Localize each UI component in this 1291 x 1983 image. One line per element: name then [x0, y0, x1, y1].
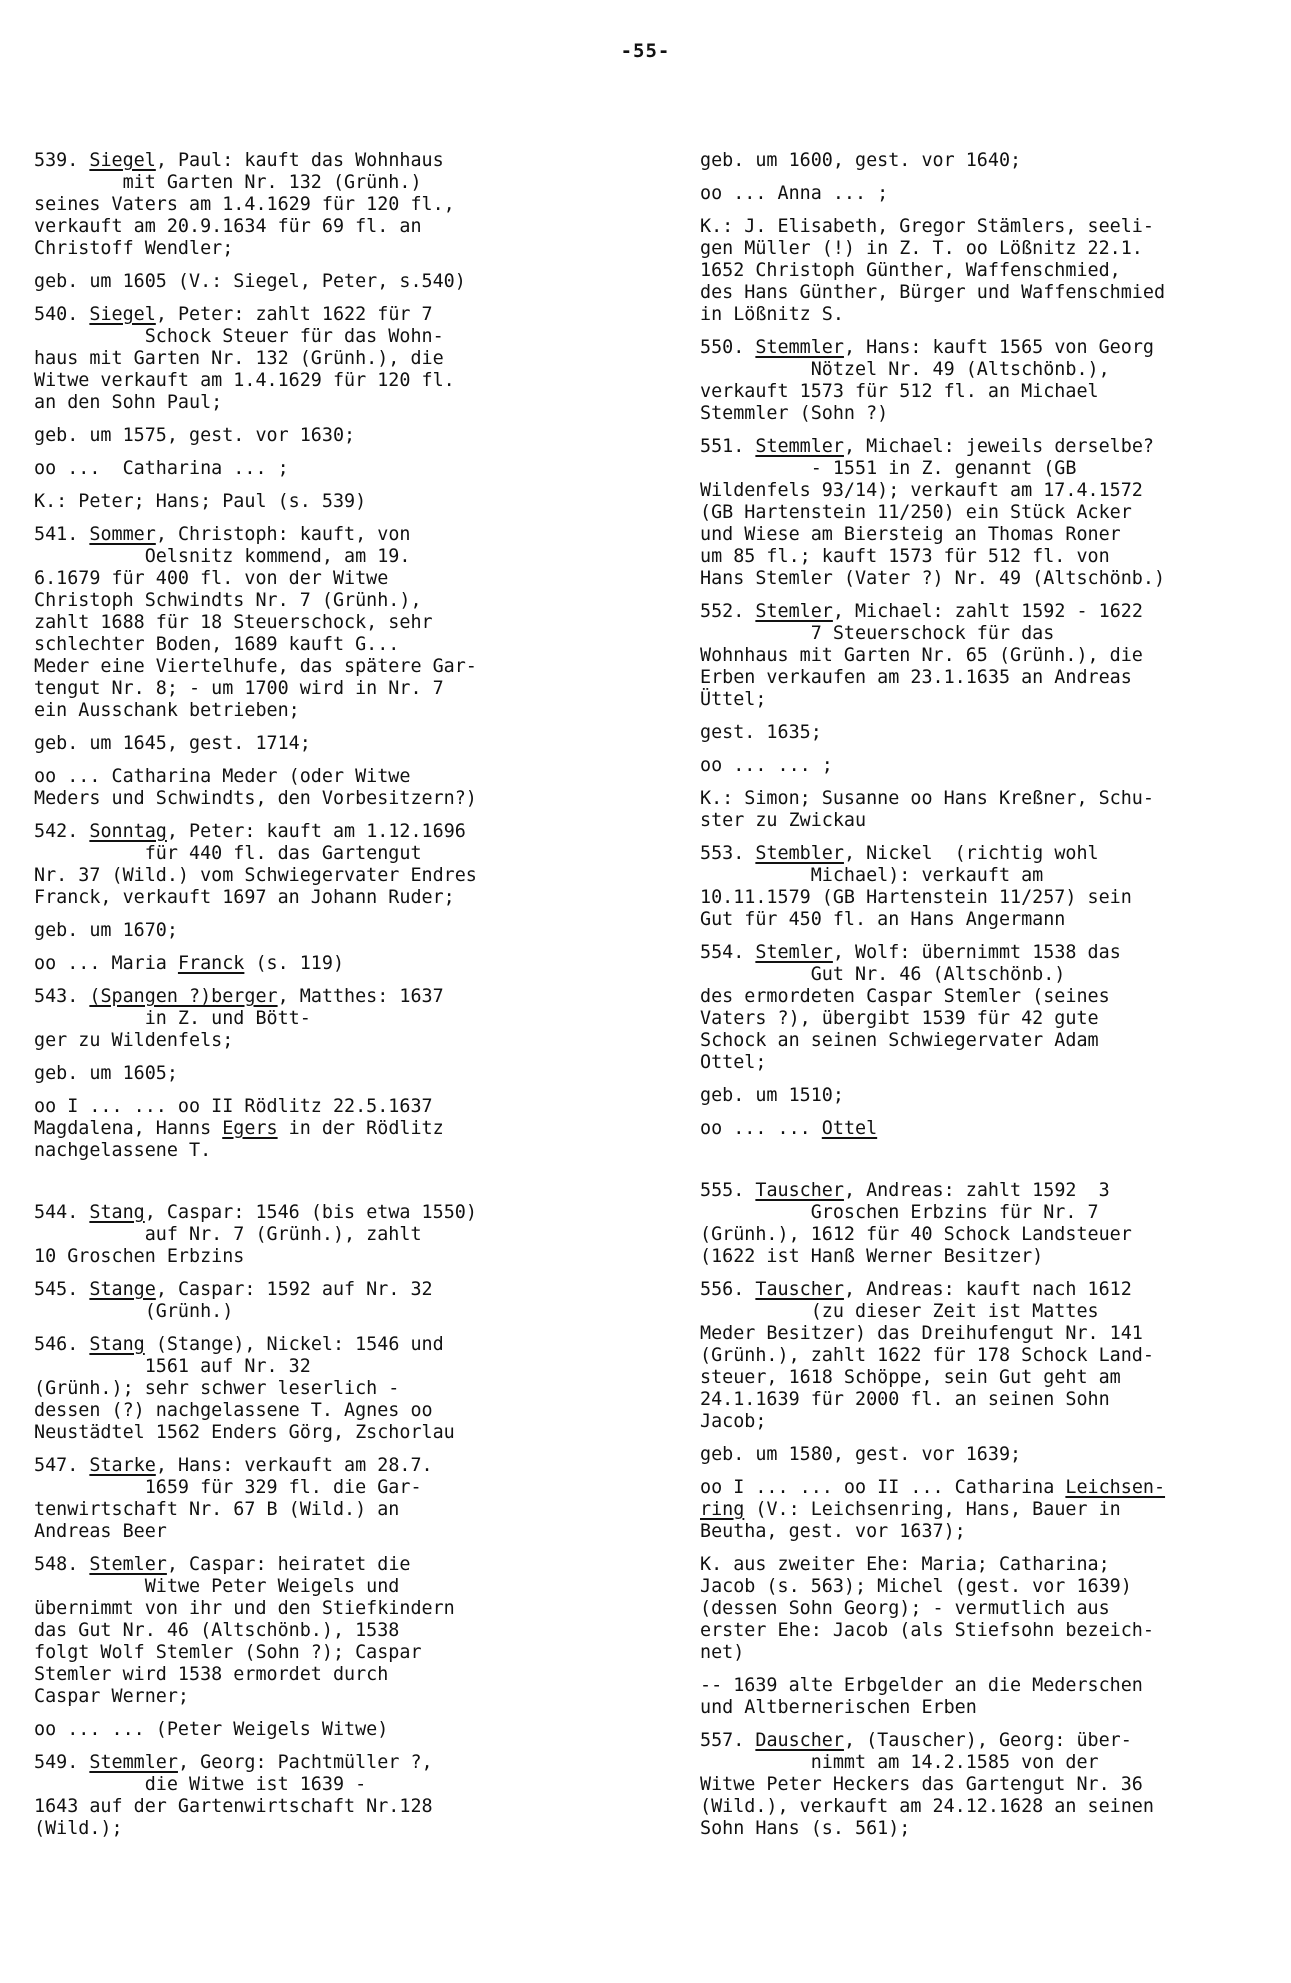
entry-detail: oo I ... ... oo II ... Catharina Leichsen- ring (V.: Leichsenring, Hans, Bauer in Beutha, gest. vor 1637);: [700, 1477, 1166, 1542]
entry-number: 546.: [34, 1334, 79, 1355]
right-column: [700, 150, 1272, 1851]
entry-number: 555.: [700, 1180, 745, 1201]
entry-detail: geb. um 1605 (V.: Siegel, Peter, s.540): [34, 271, 466, 292]
entry-detail: geb. um 1510;: [700, 1085, 844, 1106]
entry-546: [34, 1334, 634, 1444]
entry-text: , Nickel (richtig wohl Michael): verkauft am 10.11.1579 (GB Hartenstein 11/257) sein Gut für 450 fl. an Hans Angermann: [700, 843, 1132, 930]
entry-heading: [34, 524, 634, 722]
entry-number: 542.: [34, 821, 79, 842]
entry-detail: K.: Simon; Susanne oo Hans Kreßner, Schu- ster zu Zwickau: [700, 788, 1154, 831]
entry-text: , Christoph: kauft, von Oelsnitz kommend, am 19. 6.1679 für 400 fl. von der Witwe Christoph Schwindts Nr. 7 (Grünh.), zahlt 1688 für 18 Steuerschock, sehr schlechter Boden, 1689 kauft G... Meder eine Viertelhufe, das spätere Gar- tengut Nr. 8; - um 1700 wird in Nr. 7 ein Ausschank betrieben;: [34, 524, 477, 721]
entry-number: 545.: [34, 1279, 79, 1300]
entry-number: 543.: [34, 986, 79, 1007]
entry-heading: [700, 1279, 1272, 1433]
entry-surname: Stemler: [89, 1554, 167, 1575]
underlined-name: Egers: [222, 1118, 278, 1139]
entry-heading: [700, 942, 1272, 1074]
entry-heading: [700, 1730, 1272, 1840]
entry-text: , Matthes: 1637 in Z. und Bött- ger zu Wildenfels;: [34, 986, 444, 1051]
entry-heading: [700, 436, 1272, 590]
entry-heading: [700, 843, 1272, 931]
entry-heading: [700, 601, 1272, 711]
entry-text: , Wolf: übernimmt 1538 das Gut Nr. 46 (Altschönb.) des ermordeten Caspar Stemler (seines Vaters ?), übergibt 1539 für 42 gute Schock an seinen Schwiegervater Adam Ottel;: [700, 942, 1121, 1073]
entry-surname: Stang: [89, 1202, 145, 1223]
entry-number: 552.: [700, 601, 745, 622]
entry-heading: [34, 150, 634, 260]
entry-heading: [34, 1334, 634, 1444]
entry-surname: Stembler: [755, 843, 844, 864]
entry-text: , Caspar: 1546 (bis etwa 1550) auf Nr. 7 (Grünh.), zahlt 10 Groschen Erbzins: [34, 1202, 477, 1267]
entry-text: , Michael: jeweils derselbe? - 1551 in Z. genannt (GB Wildenfels 93/14); verkauft am 17.4.1572 (GB Hartenstein 11/250) ein Stück Acker und Wiese am Biersteig an Thomas Roner um 85 fl.; kauft 1573 für 512 fl. von Hans Stemler (Vater ?) Nr. 49 (Altschönb.): [700, 436, 1166, 589]
entry-detail: oo I ... ... oo II Rödlitz 22.5.1637 Magdalena, Hanns Egers in der Rödlitz nachgelassene T.: [34, 1096, 444, 1161]
entry-545: [34, 1279, 634, 1323]
entry-detail: geb. um 1670;: [34, 920, 178, 941]
entry-surname: Stemler: [755, 601, 833, 622]
entry-543: [34, 986, 634, 1162]
entry-548: [34, 1554, 634, 1741]
entry-heading: [34, 821, 634, 909]
entry-number: 553.: [700, 843, 745, 864]
entry-detail: K. aus zweiter Ehe: Maria; Catharina; Jacob (s. 563); Michel (gest. vor 1639) (dessen Sohn Georg); - vermutlich aus erster Ehe: Jacob (als Stiefsohn bezeich- net): [700, 1554, 1154, 1663]
entry-text: , Michael: zahlt 1592 - 1622 7 Steuerschock für das Wohnhaus mit Garten Nr. 65 (Grünh.), die Erben verkaufen am 23.1.1635 an Andreas Üttel;: [700, 601, 1143, 710]
entry-555: [700, 1180, 1272, 1268]
entry-detail: geb. um 1575, gest. vor 1630;: [34, 425, 356, 446]
entry-number: 551.: [700, 436, 745, 457]
entry-540: [34, 304, 634, 513]
entry-detail: geb. um 1580, gest. vor 1639;: [700, 1444, 1022, 1465]
entry-544: [34, 1202, 634, 1268]
entry-surname: Stemmler: [89, 1752, 178, 1773]
underlined-name: Franck: [177, 953, 245, 974]
entry-detail: -- 1639 alte Erbgelder an die Mederschen und Altbernerischen Erben: [700, 1675, 1143, 1718]
entry-text: , Georg: Pachtmüller ?, die Witwe ist 1639 - 1643 auf der Gartenwirtschaft Nr.128 (Wild.);: [34, 1752, 433, 1839]
page-number: -55-: [620, 40, 671, 62]
entry-heading: [34, 304, 634, 414]
entry-detail: geb. um 1600, gest. vor 1640;: [700, 150, 1022, 171]
entry-number: 547.: [34, 1455, 79, 1476]
entry-number: 539.: [34, 150, 79, 171]
entry-surname: Stemler: [755, 942, 833, 963]
entry-surname: (Spangen ?)berger: [89, 986, 278, 1007]
entry-surname: Stang: [89, 1334, 145, 1355]
entry-heading: [700, 1180, 1272, 1268]
entry-text: (Stange), Nickel: 1546 und 1561 auf Nr. 32 (Grünh.); sehr schwer leserlich - dessen (?) nachgelassene T. Agnes oo Neustädtel 1562 Enders Görg, Zschorlau: [34, 1334, 455, 1443]
entry-557: [700, 1730, 1272, 1840]
entry-surname: Dauscher: [755, 1730, 844, 1751]
entry-heading: [34, 1279, 634, 1323]
entry-surname: Stemmler: [755, 337, 844, 358]
entry-number: 548.: [34, 1554, 79, 1575]
entry-heading: [34, 1202, 634, 1268]
entry-surname: Starke: [89, 1455, 156, 1476]
entry-surname: Stemmler: [755, 436, 844, 457]
entry-heading: [34, 986, 634, 1052]
entry-heading: [34, 1554, 634, 1708]
entry-heading: [700, 337, 1272, 425]
underlined-name: ring: [700, 1499, 745, 1520]
entry-549b: [700, 150, 1272, 326]
underlined-name: Leichsen-: [1065, 1477, 1166, 1498]
entry-surname: Tauscher: [755, 1180, 844, 1201]
entry-detail: geb. um 1645, gest. 1714;: [34, 733, 311, 754]
entry-number: 556.: [700, 1279, 745, 1300]
entry-surname: Siegel: [89, 304, 156, 325]
entry-detail: oo ... ... Ottel: [700, 1118, 878, 1139]
entry-detail: geb. um 1605;: [34, 1063, 178, 1084]
entry-number: 549.: [34, 1752, 79, 1773]
entry-551: [700, 436, 1272, 590]
entry-552: [700, 601, 1272, 832]
entry-text: , Hans: verkauft am 28.7. 1659 für 329 fl. die Gar- tenwirtschaft Nr. 67 B (Wild.) an Andreas Beer: [34, 1455, 433, 1542]
entry-detail: gest. 1635;: [700, 722, 822, 743]
entry-surname: Sommer: [89, 524, 156, 545]
entry-539: [34, 150, 634, 293]
entry-surname: Sonntag: [89, 821, 167, 842]
entry-detail: oo ... Maria Franck (s. 119): [34, 953, 345, 974]
entry-surname: Siegel: [89, 150, 156, 171]
entry-556: [700, 1279, 1272, 1719]
entry-554: [700, 942, 1272, 1140]
entry-547: [34, 1455, 634, 1543]
entry-text: , (Tauscher), Georg: über- nimmt am 14.2.1585 von der Witwe Peter Heckers das Gartengut Nr. 36 (Wild.), verkauft am 24.12.1628 an seinen Sohn Hans (s. 561);: [700, 1730, 1154, 1839]
entry-detail: oo ... Anna ... ;: [700, 183, 889, 204]
entry-549: [34, 1752, 634, 1840]
left-column: [34, 150, 634, 1851]
entry-detail: oo ... Catharina Meder (oder Witwe Meders und Schwindts, den Vorbesitzern?): [34, 766, 477, 809]
entry-text: , Paul: kauft das Wohnhaus mit Garten Nr. 132 (Grünh.) seines Vaters am 1.4.1629 für 120 fl., verkauft am 20.9.1634 für 69 fl. an Christoff Wendler;: [34, 150, 455, 259]
entry-surname: Stange: [89, 1279, 156, 1300]
entry-heading: [34, 1752, 634, 1840]
entry-number: 557.: [700, 1730, 745, 1751]
entry-heading: [34, 1455, 634, 1543]
entry-number: 550.: [700, 337, 745, 358]
entry-number: 554.: [700, 942, 745, 963]
entry-text: , Peter: zahlt 1622 für 7 Schock Steuer für das Wohn- haus mit Garten Nr. 132 (Grünh.), die Witwe verkauft am 1.4.1629 für 120 fl. an den Sohn Paul;: [34, 304, 455, 413]
entry-text: , Andreas: zahlt 1592 3 Groschen Erbzins für Nr. 7 (Grünh.), 1612 für 40 Schock Landsteuer (1622 ist Hanß Werner Besitzer): [700, 1180, 1132, 1267]
entry-text: , Caspar: 1592 auf Nr. 32 (Grünh.): [144, 1279, 433, 1322]
entry-detail: K.: Peter; Hans; Paul (s. 539): [34, 491, 367, 512]
entry-text: , Caspar: heiratet die Witwe Peter Weigels und übernimmt von ihr und den Stiefkindern das Gut Nr. 46 (Altschönb.), 1538 folgt Wolf Stemler (Sohn ?); Caspar Stemler wird 1538 ermordet durch Caspar Werner;: [34, 1554, 455, 1707]
entry-surname: Tauscher: [755, 1279, 844, 1300]
underlined-name: Ottel: [821, 1118, 878, 1139]
entry-detail: oo ... ... ;: [700, 755, 833, 776]
entry-text: , Andreas: kauft nach 1612 (zu dieser Zeit ist Mattes Meder Besitzer) das Dreihufengut Nr. 141 (Grünh.), zahlt 1622 für 178 Schock Land- steuer, 1618 Schöppe, sein Gut geht am 24.1.1639 für 2000 fl. an seinen Sohn Jacob;: [700, 1279, 1154, 1432]
entry-detail: K.: J. Elisabeth, Gregor Stämlers, seeli- gen Müller (!) in Z. T. oo Lößnitz 22.1. 1652 Christoph Günther, Waffenschmied, des Hans Günther, Bürger und Waffenschmied in Lößnitz S.: [700, 216, 1166, 325]
entry-number: 544.: [34, 1202, 79, 1223]
entry-text: , Peter: kauft am 1.12.1696 für 440 fl. das Gartengut Nr. 37 (Wild.) vom Schwiegervater Endres Franck, verkauft 1697 an Johann Ruder;: [34, 821, 477, 908]
entry-detail: oo ... Catharina ... ;: [34, 458, 289, 479]
entry-text: , Hans: kauft 1565 von Georg Nötzel Nr. 49 (Altschönb.), verkauft 1573 für 512 fl. an Michael Stemmler (Sohn ?): [700, 337, 1154, 424]
entry-553: [700, 843, 1272, 931]
entry-541: [34, 524, 634, 810]
entry-550: [700, 337, 1272, 425]
entry-detail: oo ... ... (Peter Weigels Witwe): [34, 1719, 389, 1740]
entry-number: 540.: [34, 304, 79, 325]
entry-542: [34, 821, 634, 975]
entry-number: 541.: [34, 524, 79, 545]
